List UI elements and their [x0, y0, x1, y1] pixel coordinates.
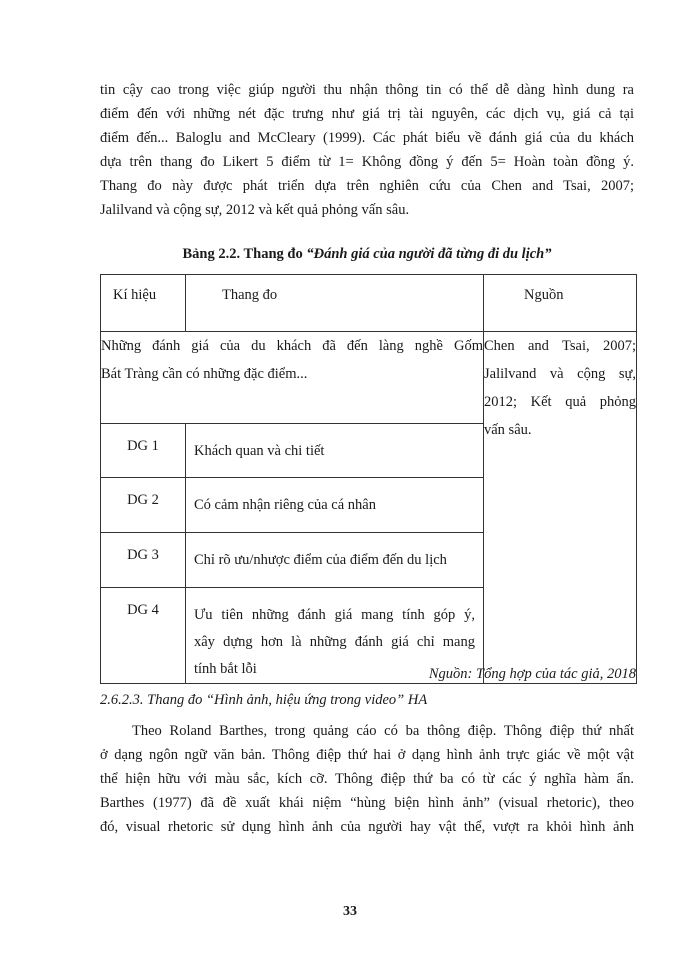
table-intro-row: [101, 332, 637, 424]
row-desc-line: Khách quan và chi tiết: [194, 443, 325, 459]
row-desc-line: Chỉ rõ ưu/nhược điểm của điểm đến du lịch: [194, 552, 447, 568]
header-source: Nguồn: [484, 275, 637, 332]
source-line: 2012; Kết quả phỏng: [484, 394, 636, 410]
row-desc-line: Ưu tiên những đánh giá mang tính góp ý,: [194, 607, 475, 623]
body-paragraph: [100, 719, 634, 839]
table-header-row: [101, 275, 637, 332]
row-code: DG 3: [101, 533, 186, 588]
source-line: vấn sâu.: [484, 422, 532, 438]
text-line: điểm đến với những nét đặc trưng như giá trị tài nguyên, các dịch vụ, giá cả tại: [100, 106, 634, 122]
intro-cell-line: Bát Tràng cần có những đặc điểm...: [101, 366, 308, 382]
page-number: 33: [343, 904, 357, 919]
intro-cell: [101, 332, 484, 424]
text-line: đó, visual rhetoric sử dụng hình ảnh của người hay vật thể, vượt ra khỏi hình ảnh: [100, 819, 634, 835]
source-line: Jalilvand và cộng sự,: [484, 366, 636, 382]
row-desc: [186, 478, 484, 533]
text-line: ở dạng ngôn ngữ văn bản. Thông điệp thứ hai ở dạng hình ảnh trực giác về một vật: [100, 747, 634, 763]
row-code: DG 4: [101, 588, 186, 684]
caption-prefix: Bảng 2.2. Thang đo: [182, 246, 303, 262]
intro-cell-line: Những đánh giá của du khách đã đến làng nghề Gốm: [101, 338, 483, 354]
table-source-note: Nguồn: Tổng hợp của tác giả, 2018: [428, 666, 636, 682]
row-desc-line: xây dựng hơn là những đánh giá chỉ mang: [194, 634, 475, 650]
caption-title: “Đánh giá của người đã từng đi du lịch”: [306, 246, 552, 262]
section-heading: 2.6.2.3. Thang đo “Hình ảnh, hiệu ứng trong video” HA: [100, 692, 428, 708]
text-line: thể hiện hữu với màu sắc, kích cỡ. Thông điệp thứ ba có từ các ý nghĩa hàm ẩn.: [100, 771, 634, 787]
source-cell: [484, 332, 637, 684]
text-line: Thang đo này được phát triển dựa trên nghiên cứu của Chen and Tsai, 2007;: [100, 178, 634, 194]
text-line: Theo Roland Barthes, trong quảng cáo có ba thông điệp. Thông điệp thứ nhất: [132, 723, 634, 739]
text-line: điểm đến... Baloglu and McCleary (1999). Các phát biểu về đánh giá của du khách: [100, 130, 634, 146]
row-desc: [186, 424, 484, 478]
row-desc-line: tính bắt lỗi: [194, 661, 257, 677]
header-scale: Thang đo: [186, 275, 484, 332]
table-caption: [100, 243, 634, 265]
row-desc-line: Có cảm nhận riêng của cá nhân: [194, 497, 376, 513]
row-code: DG 1: [101, 424, 186, 478]
scale-table: [100, 274, 637, 684]
text-line: dựa trên thang đo Likert 5 điểm từ 1= Không đồng ý đến 5= Hoàn toàn đồng ý.: [100, 154, 634, 170]
text-line: Barthes (1977) đã đề xuất khái niệm “hùng biện hình ảnh” (visual rhetoric), theo: [100, 795, 634, 811]
header-code: Kí hiệu: [101, 275, 186, 332]
intro-paragraph: [100, 78, 634, 222]
source-line: Chen and Tsai, 2007;: [484, 338, 636, 354]
text-line: tin cậy cao trong việc giúp người thu nhận thông tin có thể dễ dàng hình dung ra: [100, 82, 634, 98]
text-line: Jalilvand và cộng sự, 2012 và kết quả phỏng vấn sâu.: [100, 202, 410, 218]
row-desc: [186, 533, 484, 588]
row-code: DG 2: [101, 478, 186, 533]
